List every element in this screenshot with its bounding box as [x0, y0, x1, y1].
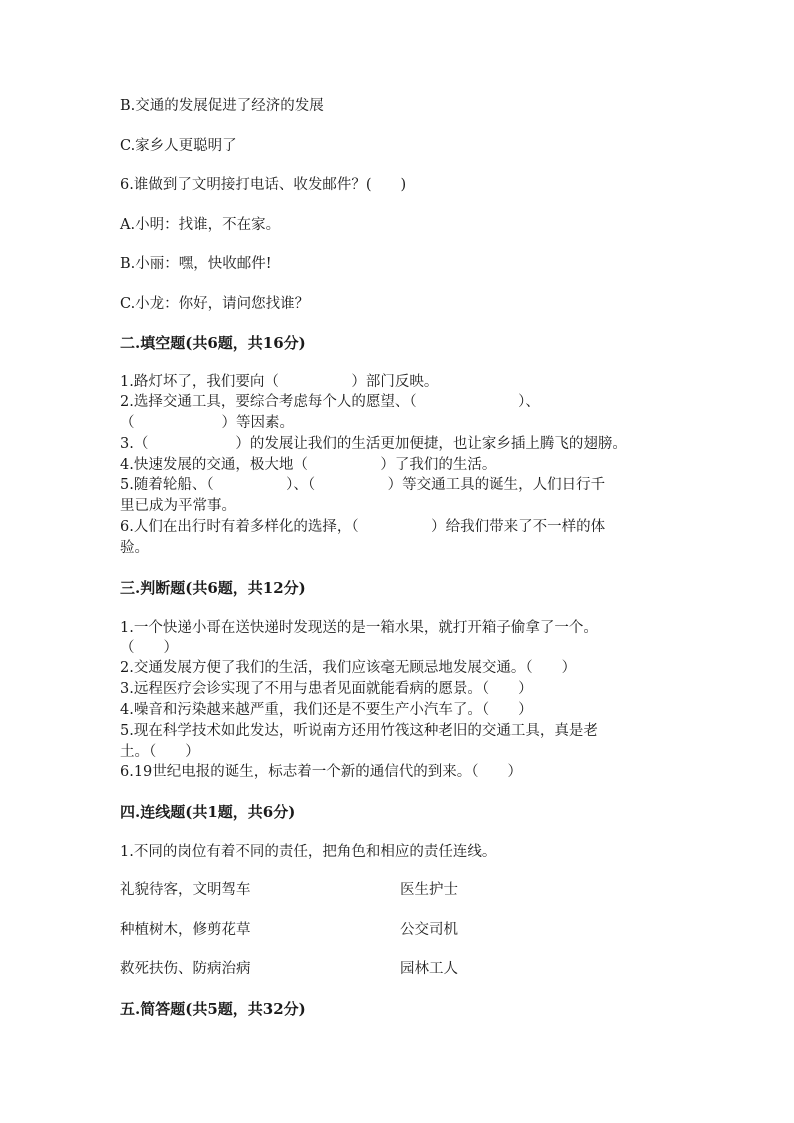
- fill-line: 验。: [120, 540, 149, 556]
- fill-line: 4.快速发展的交通，极大地（ ）了我们的生活。: [120, 457, 497, 473]
- q6-option-c: C.小龙：你好，请问您找谁？: [120, 296, 310, 312]
- judge-line: 3.远程医疗会诊实现了不用与患者见面就能看病的愿景。（ ）: [120, 681, 533, 697]
- fill-line: 3.（ ）的发展让我们的生活更加便捷，也让家乡插上腾飞的翅膀。: [120, 436, 627, 452]
- q5-option-c: C.家乡人更聪明了: [120, 138, 237, 154]
- judge-line: （ ）: [120, 640, 178, 656]
- match-section-heading: 四.连线题(共1题，共6分): [120, 803, 296, 821]
- judge-line: 土。（ ）: [120, 744, 200, 760]
- fill-line: 5.随着轮船、（ ）、（ ）等交通工具的诞生，人们日行千: [120, 477, 606, 493]
- fill-line: 1.路灯坏了，我们要向（ ）部门反映。: [120, 374, 439, 390]
- match-right-item: 园林工人: [400, 961, 458, 977]
- match-right-item: 公交司机: [400, 922, 458, 938]
- fill-section-heading: 二.填空题(共6题，共16分): [120, 334, 306, 352]
- judge-line: 4.噪音和污染越来越严重，我们还是不要生产小汽车了。（ ）: [120, 702, 533, 718]
- fill-line: 2.选择交通工具，要综合考虑每个人的愿望、（ ）、: [120, 394, 540, 410]
- match-left-item: 救死扶伤、防病治病: [120, 961, 251, 977]
- q6-option-a: A.小明：找谁，不在家。: [120, 217, 281, 233]
- judge-line: 1.一个快递小哥在送快递时发现送的是一箱水果，就打开箱子偷拿了一个。: [120, 620, 598, 636]
- short-section-heading: 五.简答题(共5题，共32分): [120, 1000, 306, 1018]
- match-left-item: 种植树木，修剪花草: [120, 922, 251, 938]
- judge-line: 2.交通发展方便了我们的生活，我们应该毫无顾忌地发展交通。（ ）: [120, 660, 577, 676]
- q5-option-b: B.交通的发展促进了经济的发展: [120, 98, 324, 114]
- fill-line: 6.人们在出行时有着多样化的选择，（ ）给我们带来了不一样的体: [120, 519, 606, 535]
- match-prompt: 1.不同的岗位有着不同的责任，把角色和相应的责任连线。: [120, 844, 497, 860]
- match-left-item: 礼貌待客，文明驾车: [120, 882, 251, 898]
- judge-line: 5.现在科学技术如此发达，听说南方还用竹筏这种老旧的交通工具，真是老: [120, 723, 598, 739]
- judge-section-heading: 三.判断题(共6题，共12分): [120, 579, 306, 597]
- match-right-item: 医生护士: [400, 882, 458, 898]
- q6-option-b: B.小丽：嘿，快收邮件!: [120, 256, 272, 272]
- fill-line: 里已成为平常事。: [120, 498, 236, 514]
- judge-line: 6.19世纪电报的诞生，标志着一个新的通信代的到来。（ ）: [120, 764, 523, 780]
- fill-line: （ ）等因素。: [120, 415, 294, 431]
- q6-question: 6.谁做到了文明接打电话、收发邮件？( ): [120, 177, 407, 193]
